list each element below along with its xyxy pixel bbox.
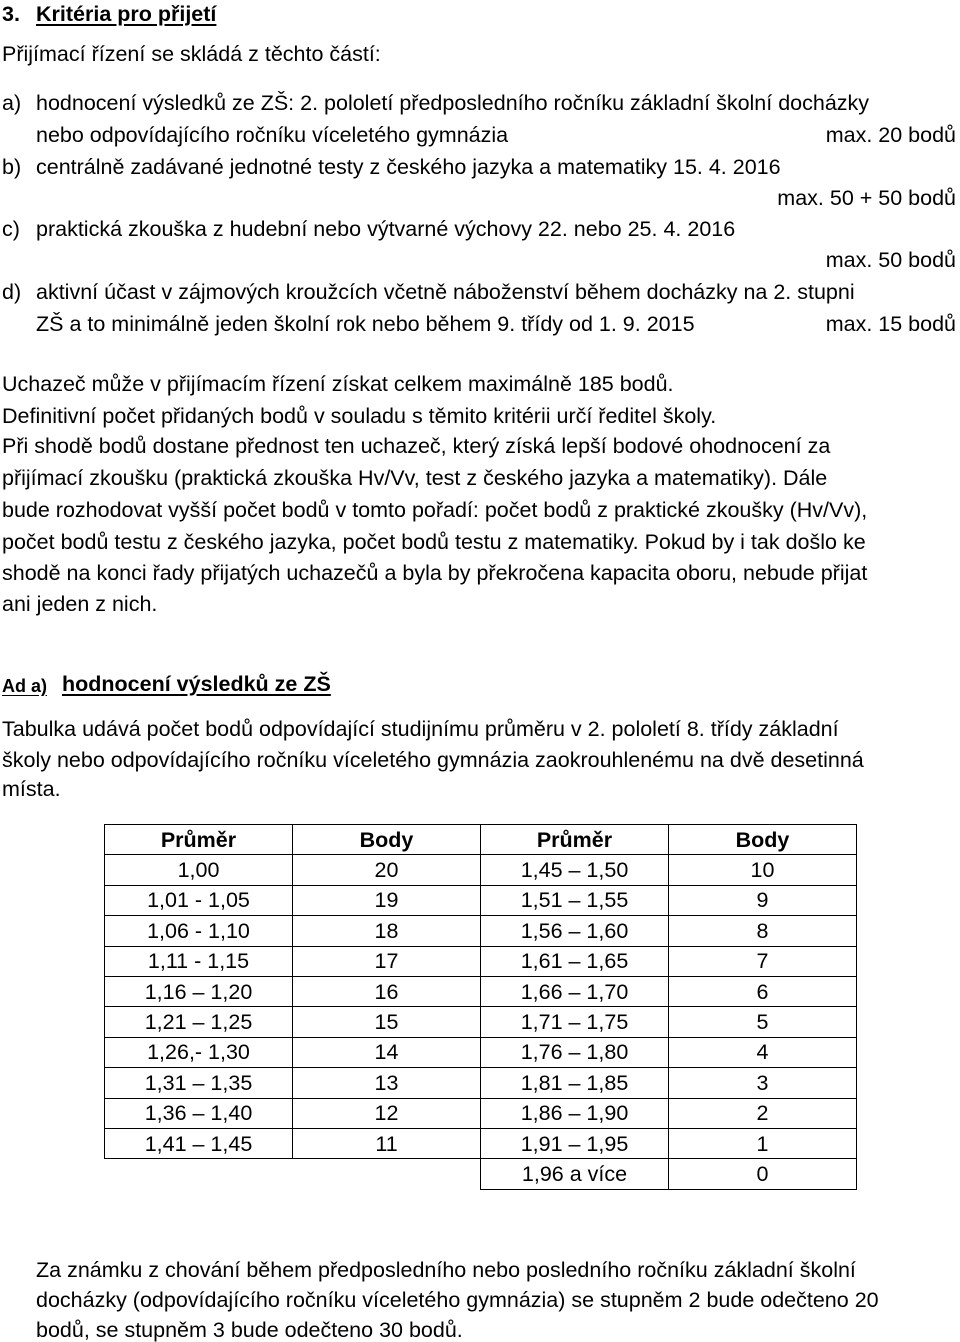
table-cell: 13 — [293, 1068, 481, 1098]
table-cell: 1,51 – 1,55 — [481, 885, 669, 915]
table-cell: 1,45 – 1,50 — [481, 855, 669, 885]
table-cell: 17 — [293, 946, 481, 976]
footer-line: Za známku z chování během předposledního nebo posledního ročníku základní školní — [36, 1258, 856, 1282]
tiebreak-line: počet bodů testu z českého jazyka, počet bodů testu z matematiky. Pokud by i tak došlo ke — [2, 530, 866, 554]
footer-line: bodů, se stupněm 3 bude odečteno 30 bodů. — [36, 1318, 463, 1342]
item-d-line2: ZŠ a to minimálně jeden školní rok nebo během 9. třídy od 1. 9. 2015 — [36, 312, 695, 336]
tiebreak-line: přijímací zkoušku (praktická zkouška Hv/Vv, test z českého jazyka a matematiky). Dále — [2, 466, 828, 490]
table-cell-empty — [293, 1159, 481, 1189]
item-d-max: max. 15 bodů — [825, 312, 956, 336]
item-c-line1: praktická zkouška z hudební nebo výtvarné výchovy 22. nebo 25. 4. 2016 — [36, 217, 736, 241]
header-prumer: Průměr — [105, 825, 293, 855]
item-a-line2: nebo odpovídajícího ročníku víceletého gymnázia — [36, 123, 509, 147]
header-body: Body — [669, 825, 857, 855]
table-cell: 12 — [293, 1098, 481, 1128]
table-cell: 1,41 – 1,45 — [105, 1128, 293, 1158]
item-d-label: d) — [2, 280, 22, 304]
item-d-line1: aktivní účast v zájmových kroužcích včetně náboženství během docházky na 2. stupni — [36, 280, 855, 304]
item-b-label: b) — [2, 155, 22, 179]
table-cell: 1,76 – 1,80 — [481, 1037, 669, 1067]
table-row — [105, 885, 857, 915]
item-a-line1: hodnocení výsledků ze ZŠ: 2. pololetí předposledního ročníku základní školní docházky — [36, 91, 870, 115]
table-cell: 11 — [293, 1128, 481, 1158]
table-cell: 1,91 – 1,95 — [481, 1128, 669, 1158]
table-cell: 1,00 — [105, 855, 293, 885]
table-cell: 18 — [293, 916, 481, 946]
table-cell: 20 — [293, 855, 481, 885]
item-c-label: c) — [2, 217, 20, 241]
table-cell: 7 — [669, 946, 857, 976]
table-cell: 14 — [293, 1037, 481, 1067]
table-cell: 1,26,- 1,30 — [105, 1037, 293, 1067]
table-cell: 9 — [669, 885, 857, 915]
summary-line: Definitivní počet přidaných bodů v souladu s těmito kritérii určí ředitel školy. — [2, 404, 717, 428]
summary-line: Uchazeč může v přijímacím řízení získat celkem maximálně 185 bodů. — [2, 372, 674, 396]
table-cell: 1,71 – 1,75 — [481, 1007, 669, 1037]
item-b-line1: centrálně zadávané jednotné testy z českého jazyka a matematiky 15. 4. 2016 — [36, 155, 781, 179]
table-cell: 1,66 – 1,70 — [481, 976, 669, 1006]
tiebreak-line: bude rozhodovat vyšší počet bodů v tomto pořadí: počet bodů z praktické zkoušky (Hv/Vv), — [2, 498, 868, 522]
table-row — [105, 1128, 857, 1158]
item-b-max: max. 50 + 50 bodů — [777, 186, 956, 210]
subsection-title: hodnocení výsledků ze ZŠ — [62, 672, 331, 696]
table-cell: 2 — [669, 1098, 857, 1128]
table-row — [105, 1037, 857, 1067]
tiebreak-line: Při shodě bodů dostane přednost ten uchazeč, který získá lepší bodové ohodnocení za — [2, 434, 831, 458]
table-intro-line: školy nebo odpovídajícího ročníku víceletého gymnázia zaokrouhlenému na dvě desetinná — [2, 748, 864, 772]
table-cell-empty — [105, 1159, 293, 1189]
table-cell: 1,86 – 1,90 — [481, 1098, 669, 1128]
table-cell: 3 — [669, 1068, 857, 1098]
table-cell: 8 — [669, 916, 857, 946]
section-title: Kritéria pro přijetí — [36, 2, 217, 26]
table-cell: 5 — [669, 1007, 857, 1037]
table-cell: 1,11 - 1,15 — [105, 946, 293, 976]
table-cell: 6 — [669, 976, 857, 1006]
table-cell: 4 — [669, 1037, 857, 1067]
table-cell: 1,31 – 1,35 — [105, 1068, 293, 1098]
tiebreak-line: shodě na konci řady přijatých uchazečů a byla by překročena kapacita oboru, nebude přijat — [2, 561, 868, 585]
table-cell: 1,16 – 1,20 — [105, 976, 293, 1006]
table-row — [105, 976, 857, 1006]
table-cell: 1,56 – 1,60 — [481, 916, 669, 946]
item-a-label: a) — [2, 91, 22, 115]
section-number: 3. — [2, 2, 20, 26]
table-cell: 1,61 – 1,65 — [481, 946, 669, 976]
footer-line: docházky (odpovídajícího ročníku víceletého gymnázia) se stupněm 2 bude odečteno 20 — [36, 1288, 879, 1312]
table-header-row — [105, 825, 857, 855]
table-cell: 15 — [293, 1007, 481, 1037]
table-cell: 1,36 – 1,40 — [105, 1098, 293, 1128]
table-intro-line: místa. — [2, 777, 61, 801]
table-cell: 1,06 - 1,10 — [105, 916, 293, 946]
table-row — [105, 1007, 857, 1037]
table-cell: 0 — [669, 1159, 857, 1189]
points-table — [104, 824, 857, 1190]
table-cell: 10 — [669, 855, 857, 885]
table-row — [105, 855, 857, 885]
table-cell: 16 — [293, 976, 481, 1006]
table-intro-line: Tabulka udává počet bodů odpovídající studijnímu průměru v 2. pololetí 8. třídy základní — [2, 717, 839, 741]
intro-text: Přijímací řízení se skládá z těchto částí: — [2, 42, 381, 66]
item-c-max: max. 50 bodů — [825, 248, 956, 272]
table-cell: 1 — [669, 1128, 857, 1158]
table-cell: 1,96 a více — [481, 1159, 669, 1189]
header-body: Body — [293, 825, 481, 855]
table-row — [105, 1098, 857, 1128]
table-row — [105, 1068, 857, 1098]
table-row — [105, 946, 857, 976]
table-row — [105, 1159, 857, 1189]
item-a-max: max. 20 bodů — [825, 123, 956, 147]
table-cell: 19 — [293, 885, 481, 915]
table-cell: 1,81 – 1,85 — [481, 1068, 669, 1098]
table-row — [105, 916, 857, 946]
subsection-prefix: Ad a) — [2, 676, 47, 696]
tiebreak-line: ani jeden z nich. — [2, 592, 158, 616]
header-prumer: Průměr — [481, 825, 669, 855]
table-cell: 1,21 – 1,25 — [105, 1007, 293, 1037]
table-cell: 1,01 - 1,05 — [105, 885, 293, 915]
